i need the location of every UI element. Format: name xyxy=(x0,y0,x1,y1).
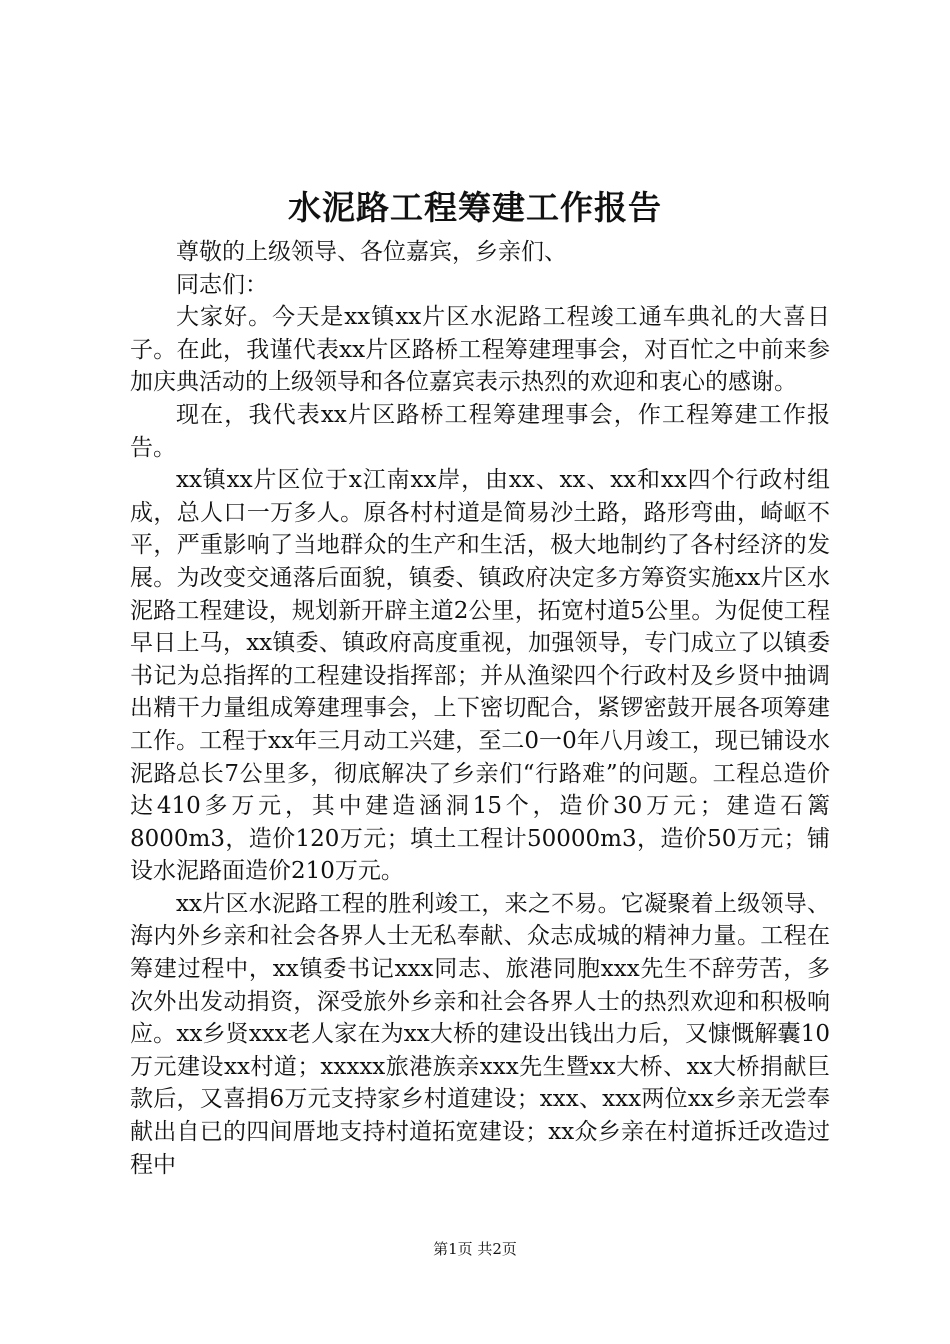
document-body xyxy=(130,236,830,1181)
page-footer: 第1页 共2页 xyxy=(433,1240,517,1258)
salutation-line: 尊敬的上级领导、各位嘉宾，乡亲们、 xyxy=(176,239,567,265)
body-paragraph: 现在，我代表xx片区路桥工程筹建理事会，作工程筹建工作报告。 xyxy=(130,401,830,461)
body-paragraph: xx镇xx片区位于x江南xx岸，由xx、xx、xx和xx四个行政村组成，总人口一万多人。原各村村道是简易沙土路，路形弯曲，崎岖不平，严重影响了当地群众的生产和生活，极大地制约了各村经济的发展。为改变交通落后面貌，镇委、镇政府决定多方筹资实施xx片区水泥路工程建设，规划新开辟主道2公里，拓宽村道5公里。为促使工程早日上马，xx镇委、镇政府高度重视，加强领导，专门成立了以镇委书记为总指挥的工程建设指挥部；并从渔梁四个行政村及乡贤中抽调出精干力量组成筹建理事会，上下密切配合，紧锣密鼓开展各项筹建工作。工程于xx年三月动工兴建，至二0一0年八月竣工，现已铺设水泥路总长7公里多，彻底解决了乡亲们“行路难”的问题。工程总造价达410多万元，其中建造涵洞15个，造价30万元；建造石篱8000m3，造价120万元；填土工程计50000m3，造价50万元；铺设水泥路面造价210万元。 xyxy=(130,467,830,885)
body-paragraph: xx片区水泥路工程的胜利竣工，来之不易。它凝聚着上级领导、海内外乡亲和社会各界人士无私奉献、众志成城的精神力量。工程在筹建过程中，xx镇委书记xxx同志、旅港同胞xxx先生不辞劳苦，多次外出发动捐资，深受旅外乡亲和社会各界人士的热烈欢迎和积极响应。xx乡贤xxx老人家在为xx大桥的建设出钱出力后，又慷慨解囊10万元建设xx村道；xxxxx旅港族亲xxx先生暨xx大桥、xx大桥捐献巨款后，又喜捐6万元支持家乡村道建设；xxx、xxx两位xx乡亲无尝奉献出自已的四间厝地支持村道拓宽建设；xx众乡亲在村道拆迁改造过程中 xyxy=(130,890,830,1178)
body-paragraph: 大家好。今天是xx镇xx片区水泥路工程竣工通车典礼的大喜日子。在此，我谨代表xx片区路桥工程筹建理事会，对百忙之中前来参加庆典活动的上级领导和各位嘉宾表示热烈的欢迎和衷心的感谢。 xyxy=(130,304,830,396)
salutation-line: 同志们： xyxy=(176,271,268,298)
document-title: 水泥路工程筹建工作报告 xyxy=(288,188,662,227)
